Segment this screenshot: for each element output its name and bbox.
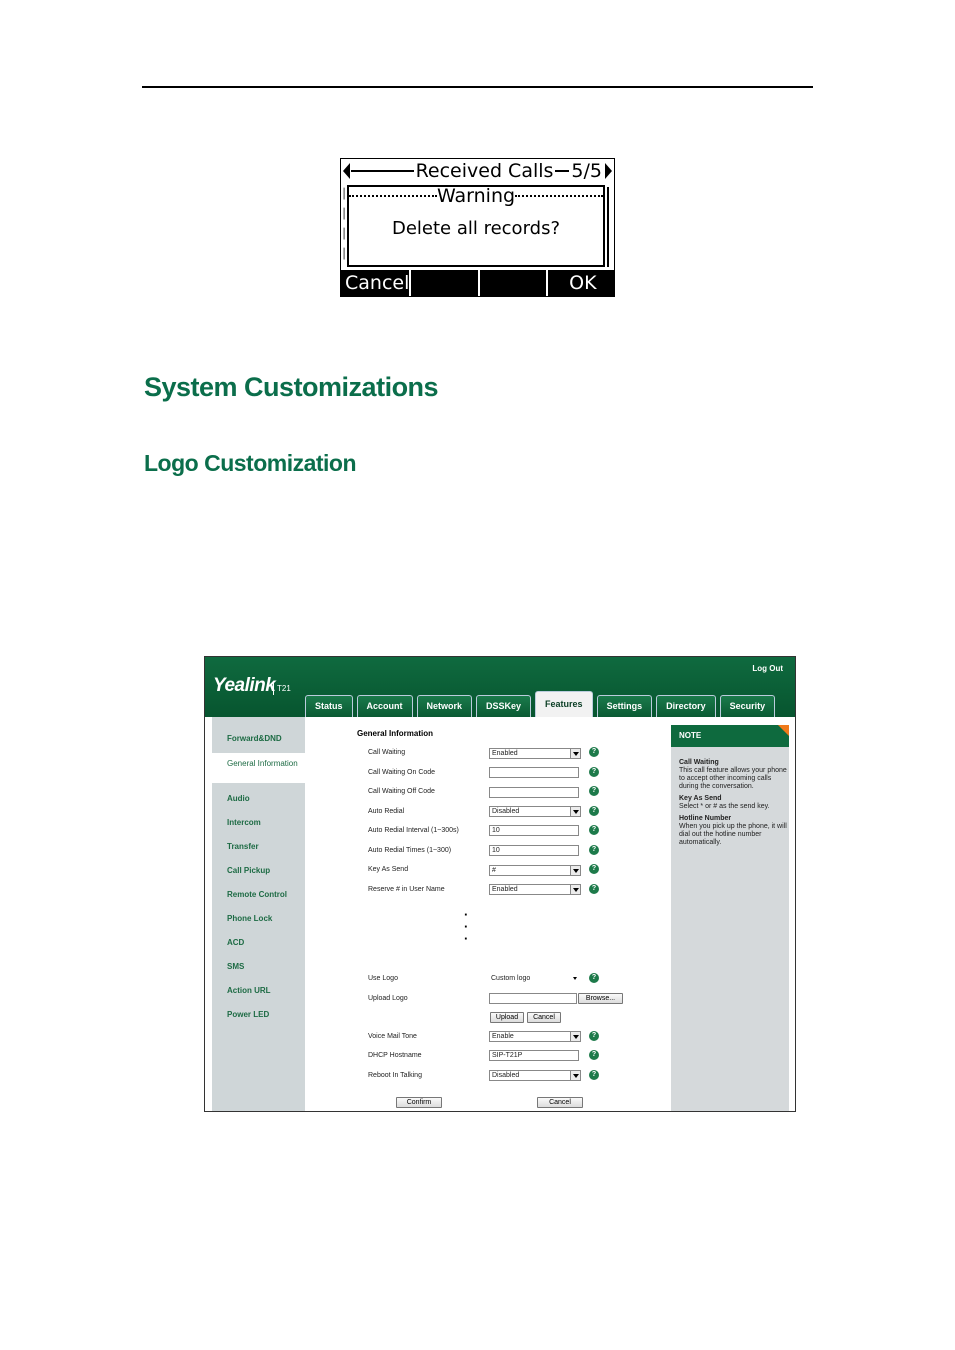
help-icon[interactable]: ? <box>589 1031 599 1041</box>
dialog-title: Warning <box>436 185 516 207</box>
reboot-in-talking-label: Reboot In Talking <box>368 1072 422 1079</box>
tab-features[interactable]: Features <box>535 691 593 717</box>
sidebar-item-action-url[interactable]: Action URL <box>227 986 271 995</box>
cancel-button[interactable]: Cancel <box>537 1097 583 1108</box>
help-icon[interactable]: ? <box>589 767 599 777</box>
upload-logo-label: Upload Logo <box>368 995 408 1002</box>
auto-redial-times-label: Auto Redial Times (1~300) <box>368 847 452 854</box>
call-waiting-off-code-input[interactable] <box>489 787 579 798</box>
use-logo-label: Use Logo <box>368 975 398 982</box>
tab-security[interactable]: Security <box>720 695 776 717</box>
ellipsis-dot: · <box>464 907 469 922</box>
reboot-in-talking-value: Disabled <box>492 1072 520 1079</box>
sidebar-item-intercom[interactable]: Intercom <box>227 818 261 827</box>
help-icon[interactable]: ? <box>589 1070 599 1080</box>
sidebar-item-acd[interactable]: ACD <box>227 938 245 947</box>
phone-lcd-screen <box>340 158 615 297</box>
help-icon[interactable]: ? <box>589 825 599 835</box>
sidebar-item-phone-lock[interactable]: Phone Lock <box>227 914 273 923</box>
web-body <box>205 717 795 1111</box>
reserve-hash-select[interactable] <box>489 884 581 895</box>
use-logo-select[interactable] <box>489 973 581 984</box>
tab-network[interactable]: Network <box>417 695 473 717</box>
section-heading: System Customizations <box>144 372 439 402</box>
note-item-title: Call Waiting <box>679 759 719 766</box>
softkey-2[interactable] <box>411 270 479 296</box>
reboot-in-talking-select[interactable] <box>489 1070 581 1081</box>
softkey-3[interactable] <box>480 270 548 296</box>
note-item-title: Hotline Number <box>679 815 732 822</box>
call-waiting-label: Call Waiting <box>368 749 406 756</box>
lcd-scrollbar <box>607 187 612 267</box>
upload-cancel-button[interactable]: Cancel <box>527 1012 561 1023</box>
yealink-logo: Yealink <box>213 675 276 696</box>
auto-redial-interval-label: Auto Redial Interval (1~300s) <box>368 827 459 834</box>
voice-mail-tone-value: Enable <box>492 1033 514 1040</box>
reserve-hash-value: Enabled <box>492 886 518 893</box>
call-waiting-on-code-label: Call Waiting On Code <box>368 769 436 776</box>
note-item-title: Key As Send <box>679 795 722 802</box>
help-icon[interactable]: ? <box>589 884 599 894</box>
confirm-button[interactable]: Confirm <box>396 1097 442 1108</box>
browse-button[interactable]: Browse... <box>578 993 623 1004</box>
note-item-desc: When you pick up the phone, it will dial out the hotline number automatically. <box>679 823 787 846</box>
call-waiting-on-code-input[interactable] <box>489 767 579 778</box>
chevron-down-icon <box>570 1032 580 1041</box>
sidebar-item-power-led[interactable]: Power LED <box>227 1010 270 1019</box>
auto-redial-select[interactable] <box>489 806 581 817</box>
dhcp-hostname-label: DHCP Hostname <box>368 1052 422 1059</box>
note-corner-icon <box>778 725 789 736</box>
subsection-heading: Logo Customization <box>144 450 357 476</box>
logout-link[interactable]: Log Out <box>752 664 783 673</box>
call-waiting-select[interactable] <box>489 748 581 759</box>
softkey-ok[interactable]: OK <box>569 272 597 294</box>
key-as-send-value: # <box>492 867 496 874</box>
reserve-hash-label: Reserve # in User Name <box>368 886 445 893</box>
auto-redial-times-input[interactable]: 10 <box>489 845 579 856</box>
sidebar-item-sms[interactable]: SMS <box>227 962 245 971</box>
sidebar-item-call-pickup[interactable]: Call Pickup <box>227 866 271 875</box>
chevron-down-icon <box>570 749 580 758</box>
lcd-page: 5/5 <box>571 160 602 182</box>
tab-directory[interactable]: Directory <box>656 695 716 717</box>
tab-status[interactable]: Status <box>305 695 353 717</box>
arrow-left-icon <box>343 163 350 179</box>
warning-dialog <box>347 185 605 267</box>
form-title: General Information <box>357 729 434 738</box>
auto-redial-label: Auto Redial <box>368 808 405 815</box>
call-waiting-value: Enabled <box>492 750 518 757</box>
sidebar-item-audio[interactable]: Audio <box>227 794 250 803</box>
key-as-send-label: Key As Send <box>368 866 409 873</box>
note-body <box>679 755 787 849</box>
help-icon[interactable]: ? <box>589 786 599 796</box>
auto-redial-value: Disabled <box>492 808 520 815</box>
lcd-background-list: │ │ │ │ <box>341 189 348 260</box>
lcd-title-bar <box>341 159 614 185</box>
arrow-right-icon <box>605 163 612 179</box>
model-label: T21 <box>273 683 291 695</box>
key-as-send-select[interactable] <box>489 865 581 876</box>
sidebar-item-remote-control[interactable]: Remote Control <box>227 890 287 899</box>
ellipsis-dot: · <box>464 919 469 934</box>
web-header <box>205 657 795 717</box>
note-item-desc: This call feature allows your phone to accept other incoming calls during the conversation. <box>679 767 787 790</box>
lcd-title: Received Calls <box>415 160 554 182</box>
chevron-down-icon <box>573 977 577 980</box>
sidebar-item-forward-dnd[interactable]: Forward&DND <box>227 734 282 743</box>
tab-settings[interactable]: Settings <box>597 695 653 717</box>
upload-button[interactable]: Upload <box>490 1012 524 1023</box>
sidebar-item-general-information[interactable]: General Information <box>212 753 306 783</box>
tab-account[interactable]: Account <box>357 695 413 717</box>
voice-mail-tone-select[interactable] <box>489 1031 581 1042</box>
dialog-message: Delete all records? <box>391 218 561 239</box>
note-item-desc: Select * or # as the send key. <box>679 803 770 810</box>
help-icon[interactable]: ? <box>589 747 599 757</box>
dhcp-hostname-input[interactable]: SIP-T21P <box>489 1050 579 1061</box>
page-header-rule <box>142 86 813 88</box>
main-tabs <box>305 693 779 717</box>
note-panel <box>671 725 789 1111</box>
help-icon[interactable]: ? <box>589 973 599 983</box>
upload-logo-input[interactable] <box>489 993 577 1004</box>
ellipsis-dot: · <box>464 931 469 946</box>
voice-mail-tone-label: Voice Mail Tone <box>368 1033 417 1040</box>
sidebar-item-transfer[interactable]: Transfer <box>227 842 259 851</box>
web-ui-screenshot <box>204 656 796 1112</box>
help-icon[interactable]: ? <box>589 845 599 855</box>
note-header: NOTE <box>671 725 789 747</box>
auto-redial-interval-input[interactable]: 10 <box>489 825 579 836</box>
chevron-down-icon <box>570 885 580 894</box>
chevron-down-icon <box>570 1071 580 1080</box>
help-icon[interactable]: ? <box>589 864 599 874</box>
sidebar <box>212 717 305 1111</box>
chevron-down-icon <box>570 807 580 816</box>
softkey-bar <box>341 270 614 296</box>
help-icon[interactable]: ? <box>589 806 599 816</box>
chevron-down-icon <box>570 866 580 875</box>
tab-dsskey[interactable]: DSSKey <box>476 695 531 717</box>
use-logo-value: Custom logo <box>491 975 531 982</box>
softkey-cancel[interactable]: Cancel <box>341 270 411 296</box>
help-icon[interactable]: ? <box>589 1050 599 1060</box>
call-waiting-off-code-label: Call Waiting Off Code <box>368 788 435 795</box>
